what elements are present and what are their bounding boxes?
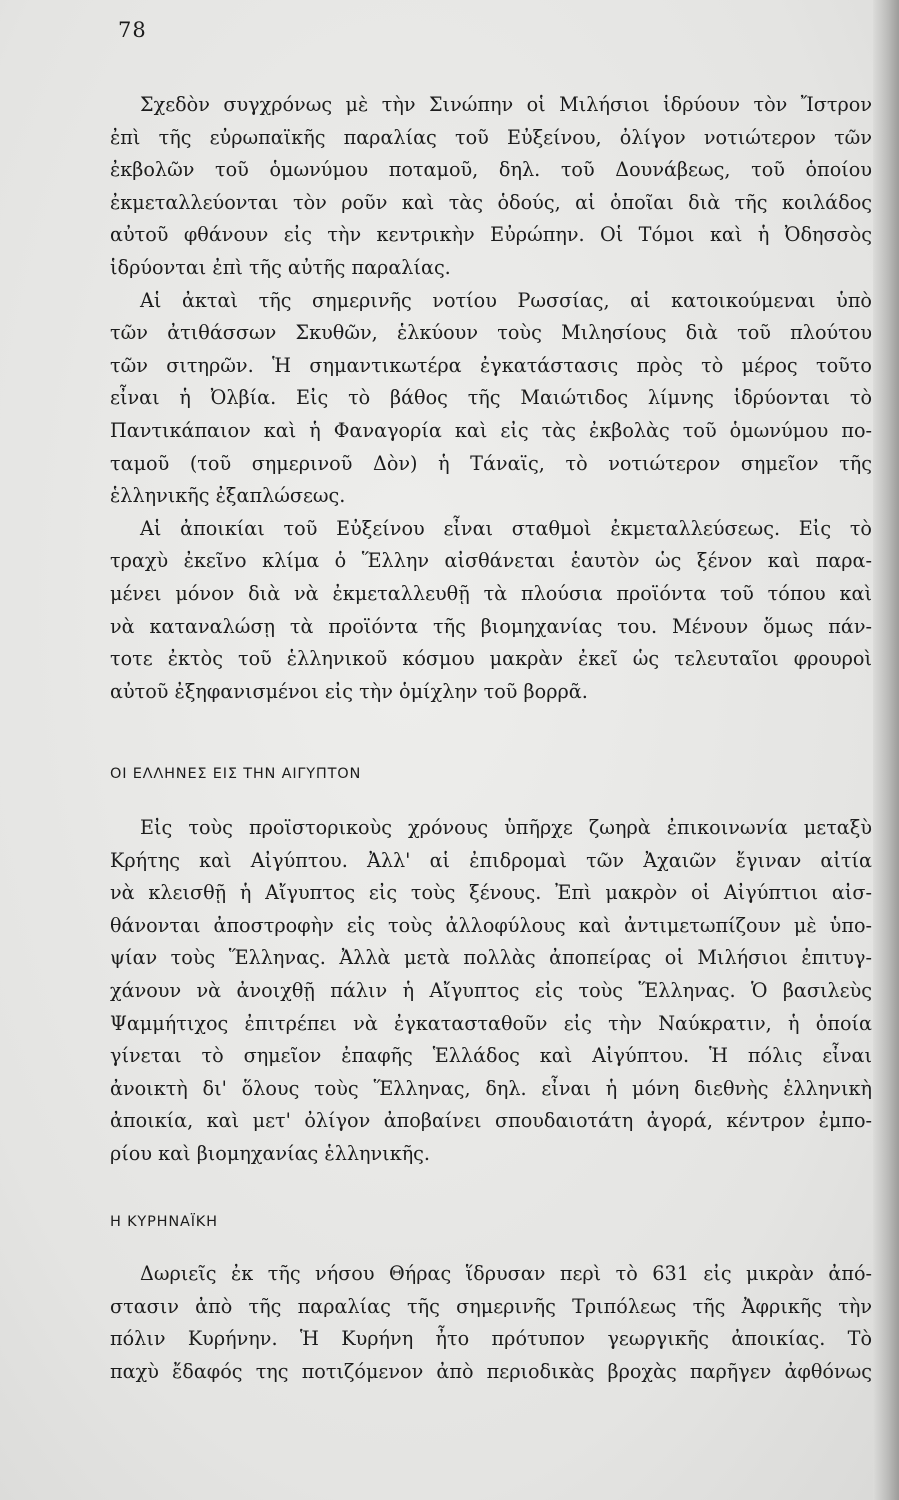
text-line: θάνονται ἀποστροφὴν εἰς τοὺς ἀλλοφύλους καὶ ἀντιμετωπίζουν μὲ ὑπο- [110, 913, 872, 937]
paragraph-egypt [110, 812, 872, 1171]
text-line: πόλιν Κυρήνην. Ἡ Κυρήνη ἦτο πρότυπον γεωργικῆς ἀποικίας. Τὸ [110, 1327, 872, 1351]
text-line: τῶν ἀτιθάσσων Σκυθῶν, ἑλκύουν τοὺς Μιλησίους διὰ τοῦ πλούτου [110, 321, 872, 345]
section-egypt [110, 812, 872, 1171]
text-line: αὐτοῦ ἐξηφανισμένοι εἰς τὴν ὁμίχλην τοῦ βορρᾶ. [110, 679, 588, 703]
text-line: Δωριεῖς ἐκ τῆς νήσου Θήρας ἵδρυσαν περὶ τὸ 631 εἰς μικρὰν ἀπό- [140, 1262, 872, 1285]
text-line: ἐκμεταλλεύονται τὸν ροῦν καὶ τὰς ὁδούς, αἱ ὁποῖαι διὰ τῆς κοιλάδος [110, 190, 872, 214]
text-line: Αἱ ἀποικίαι τοῦ Εὐξείνου εἶναι σταθμοὶ ἐκμεταλλεύσεως. Εἰς τὸ [140, 516, 872, 540]
text-line: παχὺ ἔδαφός της ποτιζόμενον ἀπὸ περιοδικὰς βροχὰς παρῆγεν ἀφθόνως [110, 1359, 872, 1383]
text-line: ψίαν τοὺς Ἕλληνας. Ἀλλὰ μετὰ πολλὰς ἀποπείρας οἱ Μιλήσιοι ἐπιτυγ- [110, 946, 872, 970]
paragraph-euxine-colonies [110, 513, 872, 709]
text-line: ταμοῦ (τοῦ σημερινοῦ Δὸν) ἡ Τάναϊς, τὸ νοτιώτερον σημεῖον τῆς [110, 451, 872, 475]
text-line: ἀνοικτὴ δι' ὅλους τοὺς Ἕλληνας, δηλ. εἶναι ἡ μόνη διεθνὴς ἑλληνικὴ [110, 1076, 872, 1100]
text-line: τοτε ἐκτὸς τοῦ ἑλληνικοῦ κόσμου μακρὰν ἐκεῖ ὡς τελευταῖοι φρουροὶ [110, 647, 872, 671]
text-line: νὰ κλεισθῇ ἡ Αἴγυπτος εἰς τοὺς ξένους. Ἐπὶ μακρὸν οἱ Αἰγύπτιοι αἰσ- [110, 881, 872, 905]
text-line: Εἰς τοὺς προϊστορικοὺς χρόνους ὑπῆρχε ζωηρὰ ἐπικοινωνία μεταξὺ [140, 816, 872, 839]
text-line: τῶν σιτηρῶν. Ἡ σημαντικωτέρα ἐγκατάστασις πρὸς τὸ μέρος τοῦτο [110, 353, 872, 377]
paragraph-istros [110, 89, 872, 285]
paragraph-cyrene [110, 1258, 872, 1388]
text-line: Ψαμμήτιχος ἐπιτρέπει νὰ ἐγκατασταθοῦν εἰς τὴν Ναύκρατιν, ἡ ὁποία [110, 1011, 872, 1035]
text-line: Σχεδὸν συγχρόνως μὲ τὴν Σινώπην οἱ Μιλήσιοι ἱδρύουν τὸν Ἴστρον [140, 93, 872, 116]
section-heading-cyrenaica: Η ΚΥΡΗΝΑΪΚΗ [110, 1214, 218, 1230]
section-heading-egypt: ΟΙ ΕΛΛΗΝΕΣ ΕΙΣ ΤΗΝ ΑΙΓΥΠΤΟΝ [110, 766, 362, 782]
page-binding-edge [873, 0, 899, 1500]
text-line: γίνεται τὸ σημεῖον ἐπαφῆς Ἑλλάδος καὶ Αἰγύπτου. Ἡ πόλις εἶναι [110, 1044, 872, 1068]
text-line: ἑλληνικῆς ἐξαπλώσεως. [110, 484, 346, 508]
section-intro [110, 89, 872, 708]
text-line: ἀποικία, καὶ μετ' ὀλίγον ἀποβαίνει σπουδαιοτάτη ἀγορά, κέντρον ἐμπο- [110, 1109, 872, 1133]
text-line: στασιν ἀπὸ τῆς παραλίας τῆς σημερινῆς Τριπόλεως τῆς Ἀφρικῆς τὴν [110, 1294, 872, 1318]
text-line: ρίου καὶ βιομηχανίας ἑλληνικῆς. [110, 1141, 431, 1165]
text-line: χάνουν νὰ ἀνοιχθῇ πάλιν ἡ Αἴγυπτος εἰς τοὺς Ἕλληνας. Ὁ βασιλεὺς [110, 978, 872, 1002]
page-number: 78 [118, 18, 147, 42]
text-line: ἐπὶ τῆς εὐρωπαϊκῆς παραλίας τοῦ Εὐξείνου, ὀλίγον νοτιώτερον τῶν [110, 125, 872, 149]
text-line: Αἱ ἀκταὶ τῆς σημερινῆς νοτίου Ρωσσίας, αἱ κατοικούμεναι ὑπὸ [140, 288, 872, 312]
section-cyrenaica [110, 1258, 872, 1388]
text-line: Παντικάπαιον καὶ ἡ Φαναγορία καὶ εἰς τὰς ἐκβολὰς τοῦ ὁμωνύμου πο- [110, 418, 872, 442]
paragraph-south-russia [110, 285, 872, 513]
text-line: Κρήτης καὶ Αἰγύπτου. Ἀλλ' αἱ ἐπιδρομαὶ τῶν Ἀχαιῶν ἔγιναν αἰτία [110, 848, 872, 872]
text-line: ἐκβολῶν τοῦ ὁμωνύμου ποταμοῦ, δηλ. τοῦ Δουνάβεως, τοῦ ὁποίου [110, 158, 872, 182]
text-line: τραχὺ ἐκεῖνο κλίμα ὁ Ἕλλην αἰσθάνεται ἑαυτὸν ὡς ξένον καὶ παρα- [110, 549, 872, 573]
text-line: εἶναι ἡ Ὀλβία. Εἰς τὸ βάθος τῆς Μαιώτιδος λίμνης ἱδρύονται τὸ [110, 386, 872, 410]
text-line: νὰ καταναλώσῃ τὰ προϊόντα τῆς βιομηχανίας του. Μένουν ὅμως πάν- [110, 614, 872, 638]
text-line: αὐτοῦ φθάνουν εἰς τὴν κεντρικὴν Εὐρώπην. Οἱ Τόμοι καὶ ἡ Ὀδησσὸς [110, 223, 872, 247]
text-line: μένει μόνον διὰ νὰ ἐκμεταλλευθῇ τὰ πλούσια προϊόντα τοῦ τόπου καὶ [110, 581, 872, 605]
text-line: ἱδρύονται ἐπὶ τῆς αὐτῆς παραλίας. [110, 255, 451, 279]
